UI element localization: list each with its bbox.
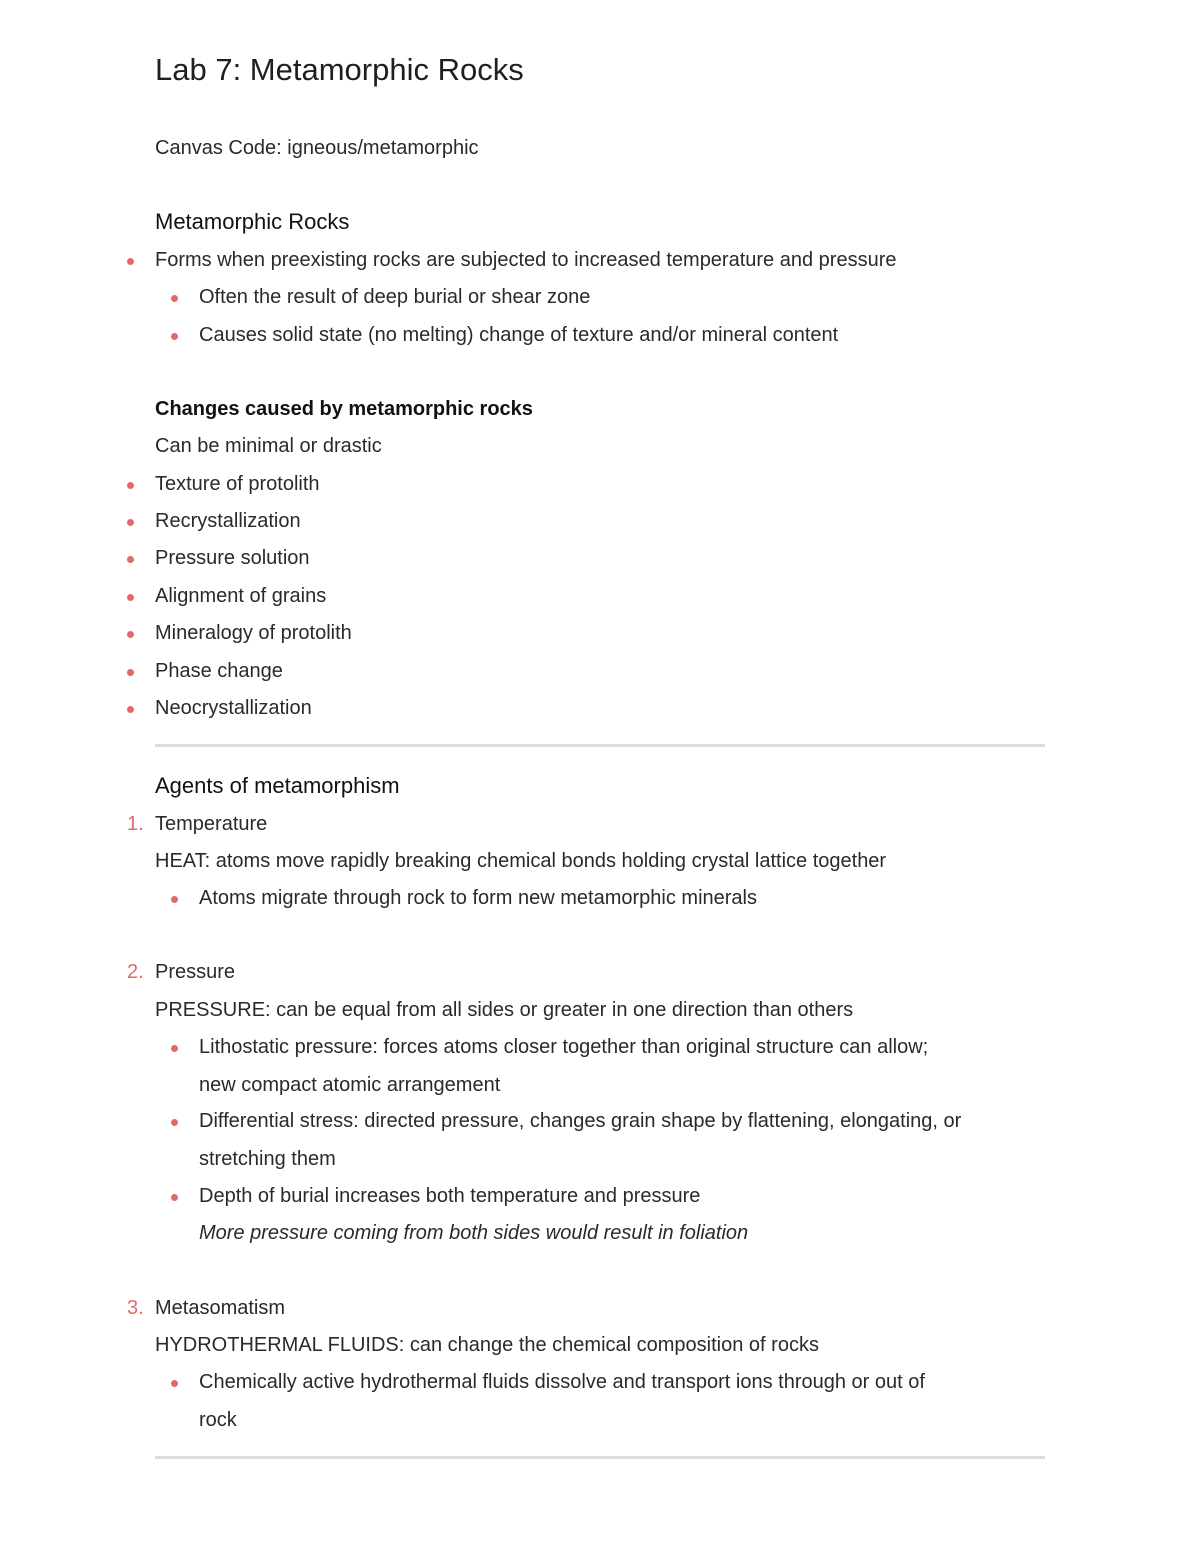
bullet-icon: [127, 556, 134, 563]
list-item: Phase change: [155, 660, 283, 682]
bullet-icon: [171, 333, 178, 340]
bullet-icon: [127, 258, 134, 265]
bullet-icon: [127, 706, 134, 713]
divider: [155, 1456, 1045, 1459]
metamorphic-rocks-heading: Metamorphic Rocks: [155, 209, 350, 234]
list-number: 3.: [127, 1297, 144, 1319]
bullet-icon: [171, 1380, 178, 1387]
bullet-icon: [171, 1194, 178, 1201]
sub-list-item: Atoms migrate through rock to form new metamorphic minerals: [199, 887, 757, 909]
sub-list-item: Lithostatic pressure: forces atoms closer together than original structure can allow;: [199, 1036, 929, 1058]
canvas-code: Canvas Code: igneous/metamorphic: [155, 137, 479, 159]
bullet-icon: [127, 482, 134, 489]
bullet-icon: [171, 1045, 178, 1052]
sub-list-item: Causes solid state (no melting) change of texture and/or mineral content: [199, 324, 839, 346]
italic-note: More pressure coming from both sides would result in foliation: [199, 1222, 749, 1244]
agent-description: HYDROTHERMAL FLUIDS: can change the chemical composition of rocks: [155, 1334, 819, 1356]
agents-heading: Agents of metamorphism: [155, 773, 400, 798]
list-item: Pressure solution: [155, 547, 310, 569]
changes-heading: Changes caused by metamorphic rocks: [155, 398, 533, 420]
agent-label: Metasomatism: [155, 1297, 286, 1319]
bullet-icon: [171, 295, 178, 302]
bullet-icon: [171, 896, 178, 903]
sub-list-item: Often the result of deep burial or shear zone: [199, 286, 591, 308]
bullet-icon: [127, 631, 134, 638]
list-item: Texture of protolith: [155, 473, 320, 495]
sub-list-item-continued: rock: [199, 1409, 237, 1431]
changes-intro: Can be minimal or drastic: [155, 435, 382, 457]
agent-description: PRESSURE: can be equal from all sides or greater in one direction than others: [155, 999, 854, 1021]
list-item: Neocrystallization: [155, 697, 312, 719]
page-title: Lab 7: Metamorphic Rocks: [155, 52, 524, 87]
sub-list-item-continued: new compact atomic arrangement: [199, 1074, 501, 1096]
list-item: Alignment of grains: [155, 585, 327, 607]
bullet-icon: [171, 1119, 178, 1126]
agent-label: Temperature: [155, 813, 268, 835]
sub-list-item: Depth of burial increases both temperature and pressure: [199, 1185, 701, 1207]
bullet-icon: [127, 669, 134, 676]
list-item: Recrystallization: [155, 510, 301, 532]
list-number: 2.: [127, 961, 144, 983]
divider: [155, 744, 1045, 747]
agent-description: HEAT: atoms move rapidly breaking chemical bonds holding crystal lattice together: [155, 850, 887, 872]
bullet-icon: [127, 519, 134, 526]
list-item: Mineralogy of protolith: [155, 622, 352, 644]
sub-list-item: Differential stress: directed pressure, changes grain shape by flattening, elongating, or: [199, 1110, 962, 1132]
agent-label: Pressure: [155, 961, 236, 983]
list-number: 1.: [127, 813, 144, 835]
list-item: Forms when preexisting rocks are subjected to increased temperature and pressure: [155, 249, 897, 271]
bullet-icon: [127, 594, 134, 601]
sub-list-item-continued: stretching them: [199, 1148, 336, 1170]
sub-list-item: Chemically active hydrothermal fluids dissolve and transport ions through or out of: [199, 1371, 925, 1393]
